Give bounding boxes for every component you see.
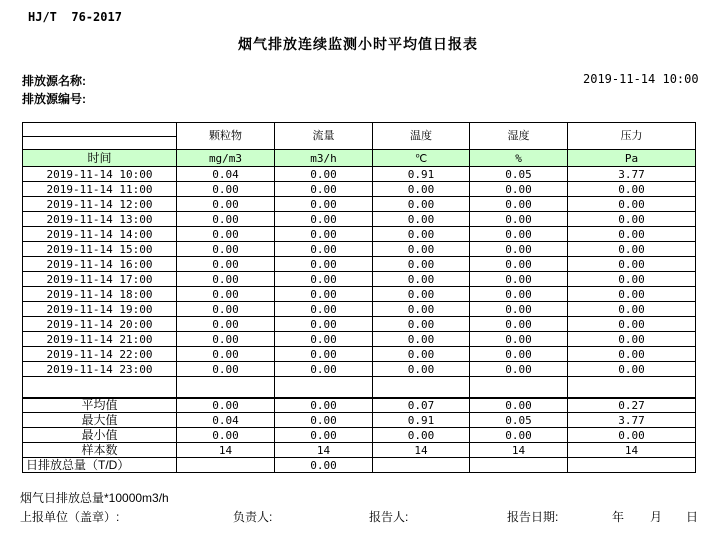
value-cell: 0.00 bbox=[470, 197, 568, 212]
summary-value-cell: 0.00 bbox=[275, 428, 373, 443]
summary-row bbox=[23, 398, 696, 413]
value-cell: 0.00 bbox=[470, 362, 568, 377]
time-cell: 2019-11-14 17:00 bbox=[23, 272, 177, 287]
summary-value-cell: 0.00 bbox=[275, 413, 373, 428]
table-row bbox=[23, 182, 696, 197]
time-cell: 2019-11-14 11:00 bbox=[23, 182, 177, 197]
unit-cell: % bbox=[470, 150, 568, 167]
summary-value-cell: 0.27 bbox=[568, 398, 696, 413]
column-header-cell: 压力 bbox=[568, 123, 696, 150]
value-cell: 0.00 bbox=[470, 317, 568, 332]
value-cell: 0.00 bbox=[275, 362, 373, 377]
time-cell: 2019-11-14 14:00 bbox=[23, 227, 177, 242]
summary-value-cell: 0.91 bbox=[373, 413, 470, 428]
header-row-top bbox=[23, 123, 696, 137]
spacer-row bbox=[23, 377, 696, 398]
value-cell: 0.00 bbox=[373, 272, 470, 287]
time-header-blank-top bbox=[23, 123, 177, 137]
standard-number: HJ/T 76-2017 bbox=[28, 10, 122, 24]
summary-value-cell: 0.00 bbox=[177, 398, 275, 413]
value-cell: 0.00 bbox=[470, 257, 568, 272]
unit-cell: ℃ bbox=[373, 150, 470, 167]
value-cell: 0.00 bbox=[373, 197, 470, 212]
column-header-cell: 温度 bbox=[373, 123, 470, 150]
value-cell: 0.00 bbox=[568, 227, 696, 242]
value-cell: 0.00 bbox=[275, 302, 373, 317]
value-cell: 3.77 bbox=[568, 167, 696, 182]
value-cell: 0.00 bbox=[568, 242, 696, 257]
value-cell: 0.00 bbox=[373, 212, 470, 227]
column-header-cell: 颗粒物 bbox=[177, 123, 275, 150]
responsible-label: 负责人: bbox=[233, 510, 273, 524]
value-cell: 0.00 bbox=[470, 212, 568, 227]
value-cell: 0.00 bbox=[177, 197, 275, 212]
table-row bbox=[23, 332, 696, 347]
value-cell: 0.00 bbox=[373, 182, 470, 197]
table-header bbox=[23, 123, 696, 167]
value-cell: 0.00 bbox=[568, 212, 696, 227]
summary-value-cell: 0.00 bbox=[470, 398, 568, 413]
value-cell: 0.00 bbox=[373, 227, 470, 242]
time-cell: 2019-11-14 20:00 bbox=[23, 317, 177, 332]
value-cell: 0.00 bbox=[373, 317, 470, 332]
summary-value-cell: 0.00 bbox=[275, 398, 373, 413]
value-cell: 0.00 bbox=[568, 302, 696, 317]
summary-row bbox=[23, 413, 696, 428]
summary-value-cell: 14 bbox=[373, 443, 470, 458]
reporter-label: 报告人: bbox=[369, 510, 409, 524]
summary-label-cell: 最大值 bbox=[23, 413, 177, 428]
value-cell: 0.00 bbox=[568, 182, 696, 197]
value-cell: 0.00 bbox=[470, 347, 568, 362]
value-cell: 0.00 bbox=[568, 287, 696, 302]
table-row bbox=[23, 302, 696, 317]
value-cell: 0.00 bbox=[275, 212, 373, 227]
value-cell: 0.00 bbox=[470, 287, 568, 302]
value-cell: 0.00 bbox=[275, 287, 373, 302]
spacer-cell bbox=[177, 377, 275, 398]
value-cell: 0.00 bbox=[177, 347, 275, 362]
time-cell: 2019-11-14 23:00 bbox=[23, 362, 177, 377]
summary-value-cell: 0.00 bbox=[373, 428, 470, 443]
value-cell: 0.00 bbox=[373, 332, 470, 347]
summary-row bbox=[23, 428, 696, 443]
spacer-cell bbox=[275, 377, 373, 398]
value-cell: 0.00 bbox=[275, 347, 373, 362]
month-label: 月 bbox=[650, 510, 663, 524]
table-row bbox=[23, 317, 696, 332]
report-unit-label: 上报单位（盖章）: bbox=[20, 510, 120, 524]
value-cell: 0.00 bbox=[470, 182, 568, 197]
time-cell: 2019-11-14 12:00 bbox=[23, 197, 177, 212]
table-row bbox=[23, 242, 696, 257]
value-cell: 0.00 bbox=[373, 242, 470, 257]
time-cell: 2019-11-14 18:00 bbox=[23, 287, 177, 302]
value-cell: 0.00 bbox=[177, 302, 275, 317]
footer-note: 烟气日排放总量*10000m3/h bbox=[20, 491, 169, 505]
spacer-cell bbox=[470, 377, 568, 398]
value-cell: 0.91 bbox=[373, 167, 470, 182]
table-row bbox=[23, 347, 696, 362]
value-cell: 0.05 bbox=[470, 167, 568, 182]
value-cell: 0.00 bbox=[373, 287, 470, 302]
value-cell: 0.00 bbox=[177, 212, 275, 227]
summary-value-cell: 3.77 bbox=[568, 413, 696, 428]
value-cell: 0.00 bbox=[275, 317, 373, 332]
summary-value-cell: 0.04 bbox=[177, 413, 275, 428]
table-row bbox=[23, 227, 696, 242]
value-cell: 0.00 bbox=[275, 182, 373, 197]
summary-value-cell: 0.07 bbox=[373, 398, 470, 413]
table-row bbox=[23, 257, 696, 272]
value-cell: 0.00 bbox=[373, 257, 470, 272]
value-cell: 0.00 bbox=[177, 242, 275, 257]
summary-value-cell: 0.00 bbox=[275, 458, 373, 473]
time-cell: 2019-11-14 16:00 bbox=[23, 257, 177, 272]
summary-label-cell: 日排放总量（T/D） bbox=[23, 458, 177, 473]
value-cell: 0.00 bbox=[177, 317, 275, 332]
summary-value-cell: 0.00 bbox=[177, 428, 275, 443]
value-cell: 0.00 bbox=[568, 362, 696, 377]
summary-value-cell: 0.00 bbox=[568, 428, 696, 443]
value-cell: 0.00 bbox=[470, 332, 568, 347]
summary-row bbox=[23, 443, 696, 458]
value-cell: 0.00 bbox=[177, 257, 275, 272]
table-row bbox=[23, 287, 696, 302]
value-cell: 0.00 bbox=[470, 227, 568, 242]
summary-value-cell: 14 bbox=[275, 443, 373, 458]
time-cell: 2019-11-14 22:00 bbox=[23, 347, 177, 362]
report-date-label: 报告日期: bbox=[507, 510, 559, 524]
spacer-cell bbox=[23, 377, 177, 398]
source-name-label: 排放源名称: bbox=[22, 74, 86, 88]
value-cell: 0.00 bbox=[568, 332, 696, 347]
value-cell: 0.00 bbox=[275, 257, 373, 272]
value-cell: 0.00 bbox=[177, 332, 275, 347]
spacer-cell bbox=[568, 377, 696, 398]
summary-label-cell: 最小值 bbox=[23, 428, 177, 443]
value-cell: 0.00 bbox=[568, 197, 696, 212]
value-cell: 0.00 bbox=[568, 317, 696, 332]
time-cell: 2019-11-14 19:00 bbox=[23, 302, 177, 317]
table-row bbox=[23, 167, 696, 182]
table-row bbox=[23, 272, 696, 287]
summary-value-cell: 14 bbox=[568, 443, 696, 458]
unit-row bbox=[23, 150, 696, 167]
value-cell: 0.00 bbox=[275, 227, 373, 242]
value-cell: 0.00 bbox=[177, 362, 275, 377]
unit-cell: Pa bbox=[568, 150, 696, 167]
table-row bbox=[23, 212, 696, 227]
value-cell: 0.00 bbox=[470, 302, 568, 317]
value-cell: 0.00 bbox=[275, 167, 373, 182]
summary-value-cell bbox=[373, 458, 470, 473]
time-cell: 2019-11-14 13:00 bbox=[23, 212, 177, 227]
value-cell: 0.00 bbox=[568, 272, 696, 287]
value-cell: 0.00 bbox=[470, 242, 568, 257]
table-row bbox=[23, 362, 696, 377]
column-header-cell: 湿度 bbox=[470, 123, 568, 150]
table-body bbox=[23, 167, 696, 473]
unit-cell: mg/m3 bbox=[177, 150, 275, 167]
value-cell: 0.00 bbox=[373, 302, 470, 317]
spacer-cell bbox=[373, 377, 470, 398]
time-header-cell: 时间 bbox=[23, 150, 177, 167]
value-cell: 0.00 bbox=[275, 272, 373, 287]
value-cell: 0.00 bbox=[568, 347, 696, 362]
summary-value-cell: 14 bbox=[177, 443, 275, 458]
time-cell: 2019-11-14 21:00 bbox=[23, 332, 177, 347]
column-header-cell: 流量 bbox=[275, 123, 373, 150]
value-cell: 0.00 bbox=[275, 242, 373, 257]
value-cell: 0.00 bbox=[177, 287, 275, 302]
summary-row bbox=[23, 458, 696, 473]
time-cell: 2019-11-14 15:00 bbox=[23, 242, 177, 257]
value-cell: 0.04 bbox=[177, 167, 275, 182]
value-cell: 0.00 bbox=[177, 272, 275, 287]
value-cell: 0.00 bbox=[470, 272, 568, 287]
time-header-blank-bottom bbox=[23, 137, 177, 150]
source-code-label: 排放源编号: bbox=[22, 92, 86, 106]
summary-value-cell bbox=[470, 458, 568, 473]
value-cell: 0.00 bbox=[373, 362, 470, 377]
value-cell: 0.00 bbox=[373, 347, 470, 362]
value-cell: 0.00 bbox=[568, 257, 696, 272]
value-cell: 0.00 bbox=[177, 227, 275, 242]
year-label: 年 bbox=[612, 510, 625, 524]
value-cell: 0.00 bbox=[275, 197, 373, 212]
time-cell: 2019-11-14 10:00 bbox=[23, 167, 177, 182]
value-cell: 0.00 bbox=[275, 332, 373, 347]
value-cell: 0.00 bbox=[177, 182, 275, 197]
summary-label-cell: 样本数 bbox=[23, 443, 177, 458]
summary-value-cell bbox=[568, 458, 696, 473]
summary-value-cell: 0.05 bbox=[470, 413, 568, 428]
report-title: 烟气排放连续监测小时平均值日报表 bbox=[238, 36, 478, 52]
summary-value-cell: 14 bbox=[470, 443, 568, 458]
summary-value-cell bbox=[177, 458, 275, 473]
summary-value-cell: 0.00 bbox=[470, 428, 568, 443]
monitoring-table bbox=[22, 122, 696, 473]
report-datetime: 2019-11-14 10:00 bbox=[583, 72, 699, 86]
unit-cell: m3/h bbox=[275, 150, 373, 167]
summary-label-cell: 平均值 bbox=[23, 398, 177, 413]
table-row bbox=[23, 197, 696, 212]
day-label: 日 bbox=[686, 510, 699, 524]
